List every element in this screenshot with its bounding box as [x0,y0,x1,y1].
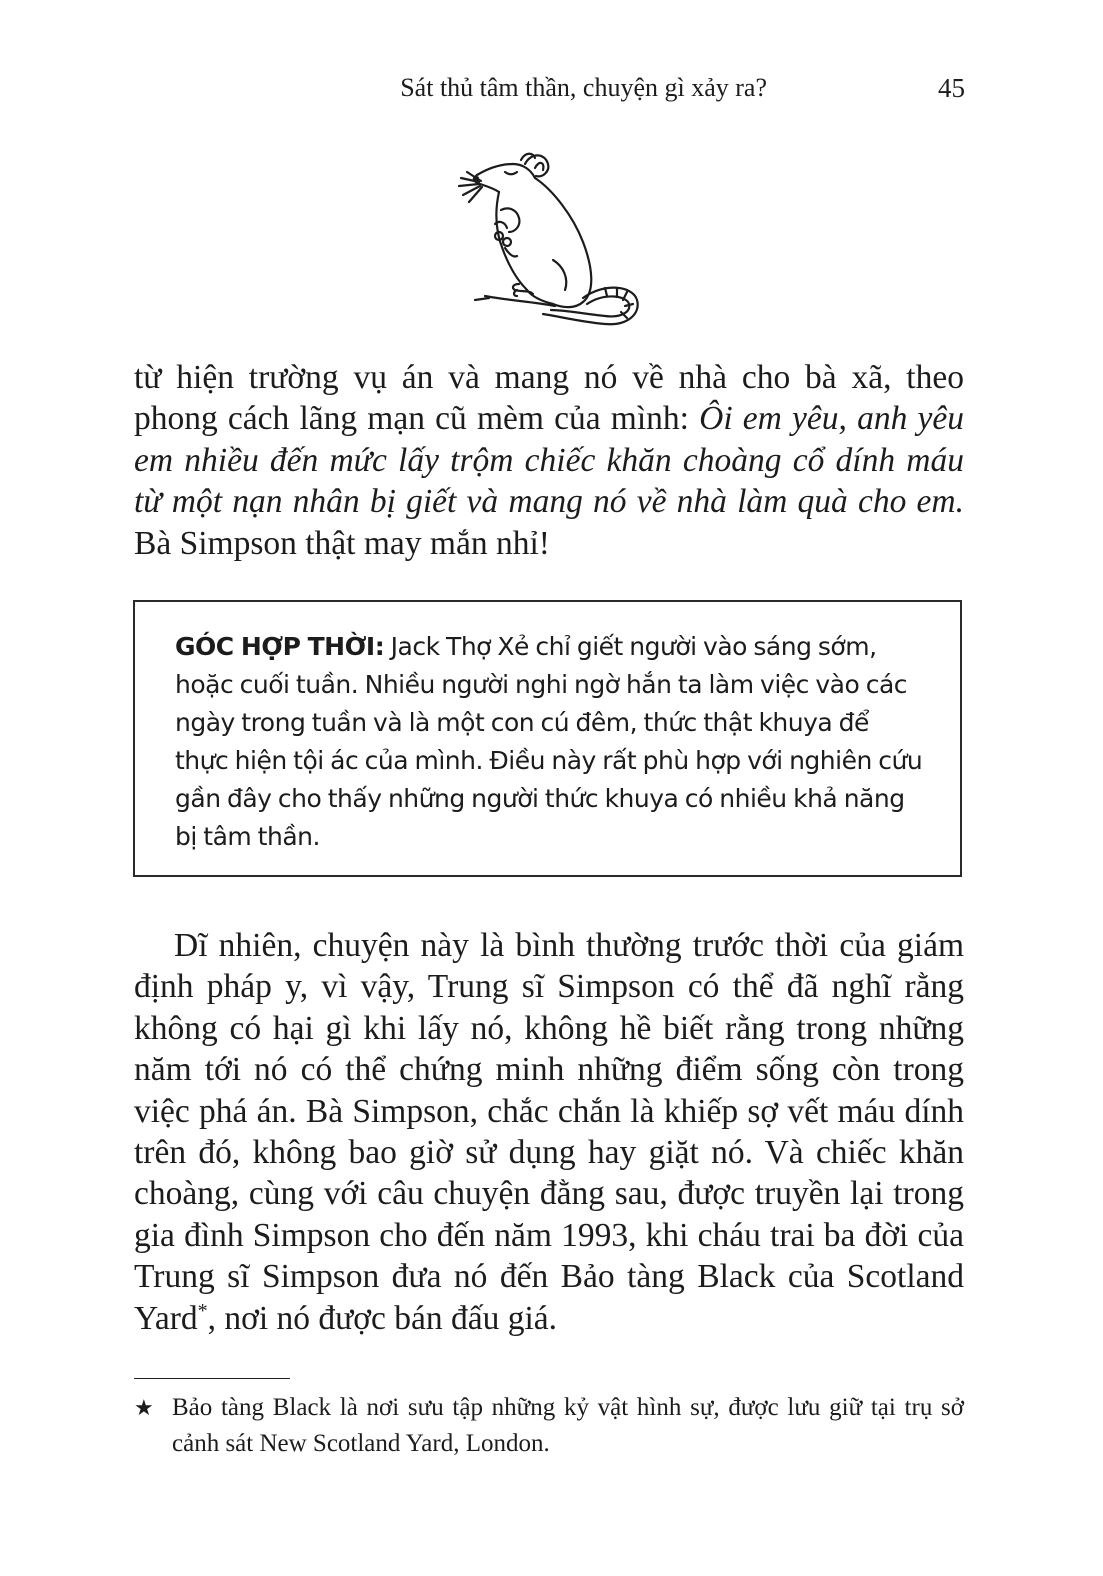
callout-label: GÓC HỢP THỜI: [175,632,385,661]
paragraph-1-tail: Bà Simpson thật may mắn nhỉ! [134,524,550,562]
callout-box [133,600,962,877]
page-number: 45 [938,73,965,103]
footnote-divider [134,1378,290,1379]
paragraph-1-lead: từ hiện trường vụ án và mang nó về nhà cho bà xã, theo phong cách lãng mạn cũ mèm của mình: [134,359,964,438]
body-paragraph-1 [134,357,964,564]
callout-body: Jack Thợ Xẻ chỉ giết người vào sáng sớm, hoặc cuối tuần. Nhiều người nghi ngờ hắn ta làm việc vào các ngày trong tuần và là một con cú đêm, thức thật khuya để thực hiện tội ác của mình. Điều này rất phù hợp với nghiên cứu gần đây cho thấy những người thức khuya có nhiều khả năng bị tâm thần. [175,632,923,851]
paragraph-1-italic: Ôi em yêu, anh yêu em nhiều đến mức lấy trộm chiếc khăn choàng cổ dính máu từ một nạn nhân bị giết và mang nó về nhà làm quà cho em. [134,400,964,521]
running-header [135,68,965,108]
rat-illustration [455,150,650,332]
callout-text [175,628,927,856]
rat-icon [455,150,650,332]
paragraph-2-text: Dĩ nhiên, chuyện này là bình thường trước thời của giám định pháp y, vì vậy, Trung sĩ Simpson có thể đã nghĩ rằng không có hại gì khi lấy nó, không hề biết rằng trong những năm tới nó có thể chứng minh những điểm sống còn trong việc phá án. Bà Simpson, chắc chắn là khiếp sợ vết máu dính trên đó, không bao giờ sử dụng hay giặt nó. Và chiếc khăn choàng, cùng với câu chuyện đằng sau, được truyền lại trong gia đình Simpson cho đến năm 1993, khi cháu trai ba đời của Trung sĩ Simpson đưa nó đến Bảo tàng Black của Scotland Yard [134,927,964,1337]
body-paragraph-2 [134,925,964,1339]
paragraph-2-tail: , nơi nó được bán đấu giá. [207,1299,558,1337]
running-title: Sát thủ tâm thần, chuyện gì xảy ra? [400,73,767,102]
footnote-star-icon: ★ [134,1395,154,1420]
footnote-reference: * [197,1299,208,1322]
footnote-text: Bảo tàng Black là nơi sưu tập những kỷ vật hình sự, được lưu giữ tại trụ sở cảnh sát New Scotland Yard, London. [172,1394,964,1457]
